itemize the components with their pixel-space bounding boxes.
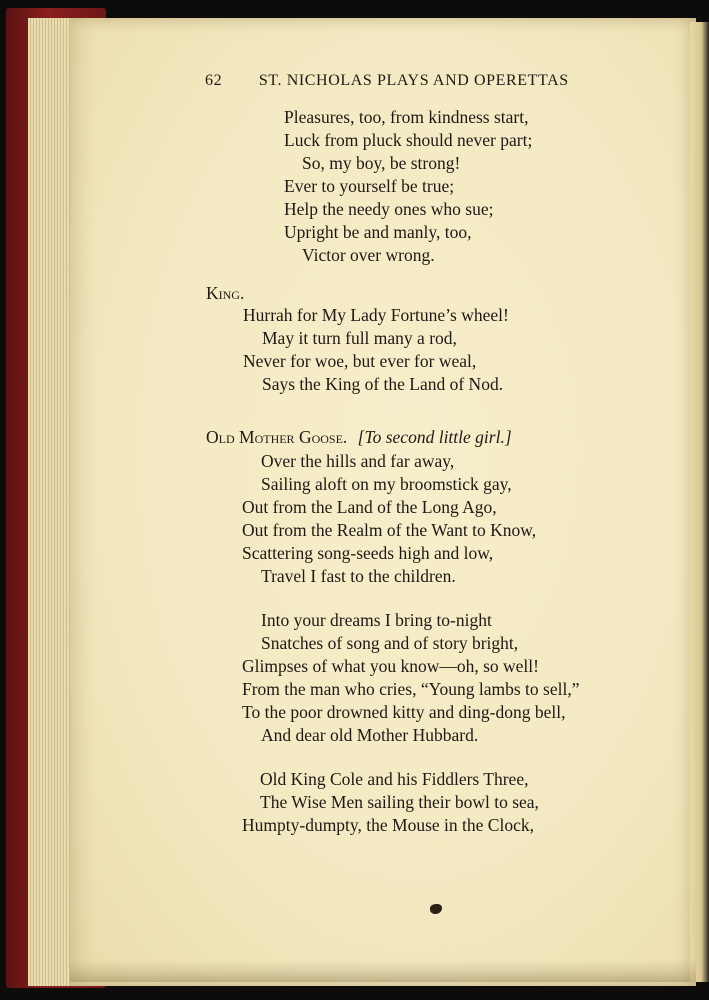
verse-line: Sailing aloft on my broomstick gay, xyxy=(261,474,512,494)
verse-line: Pleasures, too, from kindness start, xyxy=(284,107,529,127)
verse-line: Says the King of the Land of Nod. xyxy=(262,374,504,394)
verse-line: Ever to yourself be true; xyxy=(284,176,455,196)
verse-line: Victor over wrong. xyxy=(302,245,435,265)
page-number: 62 xyxy=(205,72,223,89)
verse-line: May it turn full many a rod, xyxy=(262,328,457,348)
verse-line: Glimpses of what you know—oh, so well! xyxy=(242,656,539,676)
verse-line: Out from the Land of the Long Ago, xyxy=(242,497,497,517)
verse-line: So, my boy, be strong! xyxy=(302,153,461,173)
verse-line: Over the hills and far away, xyxy=(261,451,455,471)
verse-line: Scattering song-seeds high and low, xyxy=(242,543,494,563)
verse-line: Out from the Realm of the Want to Know, xyxy=(242,520,537,540)
verse-line: And dear old Mother Hubbard. xyxy=(261,725,479,745)
verse-line: Hurrah for My Lady Fortune’s wheel! xyxy=(243,305,509,325)
verse-line: Into your dreams I bring to-night xyxy=(261,610,492,630)
speaker-line xyxy=(206,426,512,449)
verse-line: Travel I fast to the children. xyxy=(261,566,456,586)
speaker-king: King. xyxy=(206,283,245,303)
running-header xyxy=(205,72,569,90)
verse-line: Snatches of song and of story bright, xyxy=(261,633,519,653)
verse-line: Never for woe, but ever for weal, xyxy=(243,351,477,371)
verse-line: Help the needy ones who sue; xyxy=(284,199,494,219)
verse-line: From the man who cries, “Young lambs to sell,” xyxy=(242,679,580,699)
verse-line: Old King Cole and his Fiddlers Three, xyxy=(260,769,529,789)
facing-page-edge xyxy=(690,22,709,982)
verse-line: The Wise Men sailing their bowl to sea, xyxy=(260,792,539,812)
running-title: ST. NICHOLAS PLAYS AND OPERETTAS xyxy=(258,72,569,89)
stage-direction: [To second little girl.] xyxy=(357,427,512,447)
speaker-mother-goose: Old Mother Goose. xyxy=(206,427,348,447)
verse-line: Humpty-dumpty, the Mouse in the Clock, xyxy=(242,815,534,835)
page-bottom-shadow xyxy=(70,960,696,982)
verse-line: To the poor drowned kitty and ding-dong bell, xyxy=(242,702,566,722)
verse-line: Upright be and manly, too, xyxy=(284,222,472,242)
verse-line: Luck from pluck should never part; xyxy=(284,130,533,150)
